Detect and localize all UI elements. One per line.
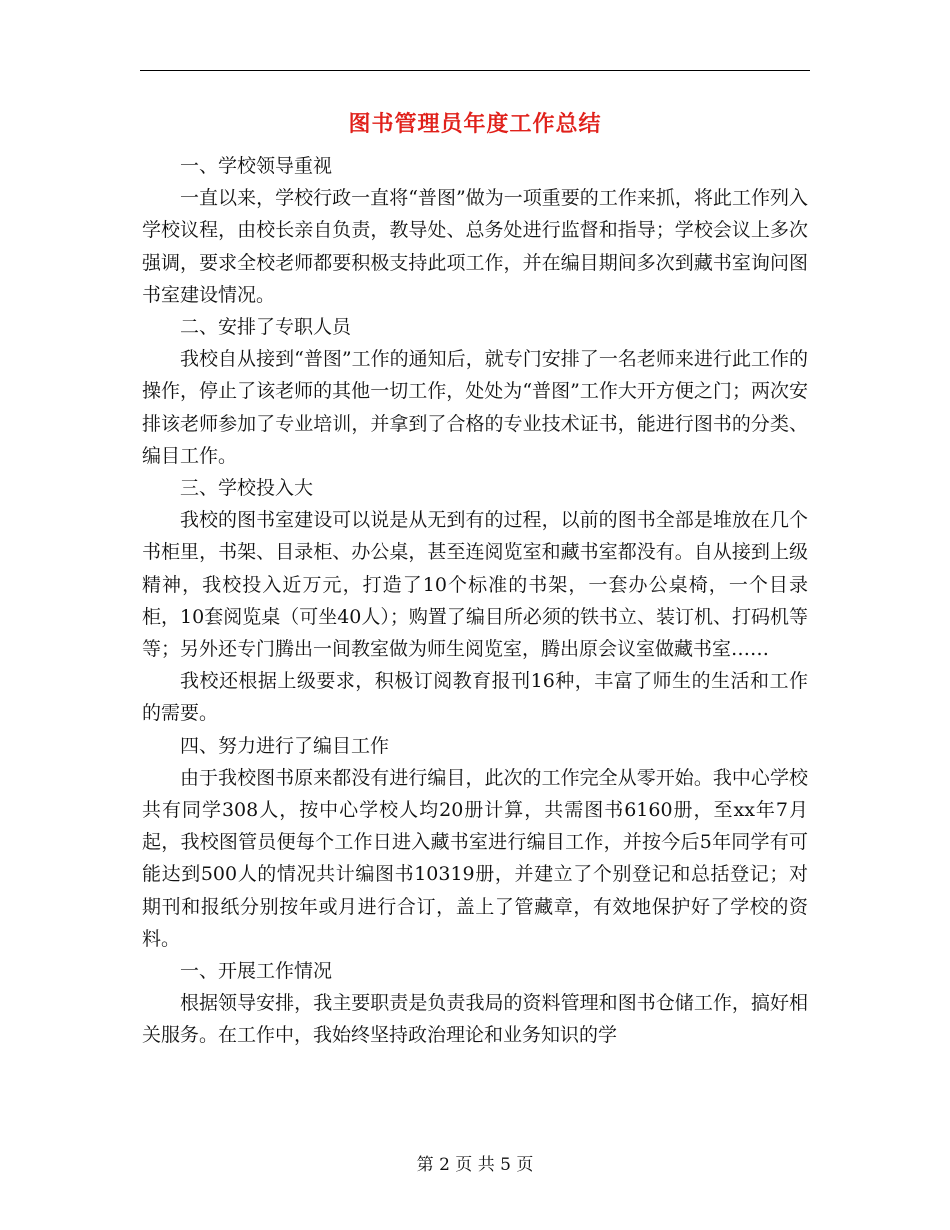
section-heading: 二、安排了专职人员: [180, 316, 352, 339]
section-heading: 四、努力进行了编目工作: [180, 734, 390, 757]
body-paragraph: 我校的图书室建设可以说是从无到有的过程，以前的图书全部是堆放在几个书柜里，书架、目录柜、办公桌，甚至连阅览室和藏书室都没有。自从接到上级精神，我校投入近万元，打造了10个标准的书架，一套办公桌椅，一个目录柜，10套阅览桌（可坐40人）；购置了编目所必须的铁书立、装订机、打码机等等；另外还专门腾出一间教室做为师生阅览室，腾出原会议室做藏书室……: [142, 509, 808, 661]
section-heading: 一、开展工作情况: [180, 960, 333, 983]
document-title: 图书管理员年度工作总结: [348, 112, 602, 137]
section-heading: 一、学校领导重视: [180, 155, 333, 177]
section-heading: 三、学校投入大: [180, 477, 314, 500]
body-paragraph: 一直以来，学校行政一直将“普图”做为一项重要的工作来抓，将此工作列入学校议程，由校长亲自负责，教导处、总务处进行监督和指导；学校会议上多次强调，要求全校老师都要积极支持此项工作，并在编目期间多次到藏书室询问图书室建设情况。: [142, 187, 808, 306]
body-paragraph: 我校还根据上级要求，积极订阅教育报刊16种，丰富了师生的生活和工作的需要。: [142, 670, 808, 725]
body-paragraph: 根据领导安排，我主要职责是负责我局的资料管理和图书仓储工作，搞好相关服务。在工作中，我始终坚持政治理论和业务知识的学: [142, 992, 808, 1047]
body-paragraph: 由于我校图书原来都没有进行编目，此次的工作完全从零开始。我中心学校共有同学308人，按中心学校人均20册计算，共需图书6160册，至xx年7月起，我校图管员便每个工作日进入藏书室进行编目工作，并按今后5年同学有可能达到500人的情况共计编图书10319册，并建立了个别登记和总括登记；对期刊和报纸分别按年或月进行合订，盖上了管藏章，有效地保护好了学校的资料。: [142, 766, 808, 950]
document-body: [142, 150, 808, 1052]
header-rule: [140, 70, 810, 71]
body-paragraph: 我校自从接到“普图”工作的通知后，就专门安排了一名老师来进行此工作的操作，停止了该老师的其他一切工作，处处为“普图”工作大开方便之门；两次安排该老师参加了专业培训，并拿到了合格的专业技术证书，能进行图书的分类、编目工作。: [142, 348, 808, 467]
page-number: 第 2 页 共 5 页: [416, 1155, 534, 1175]
